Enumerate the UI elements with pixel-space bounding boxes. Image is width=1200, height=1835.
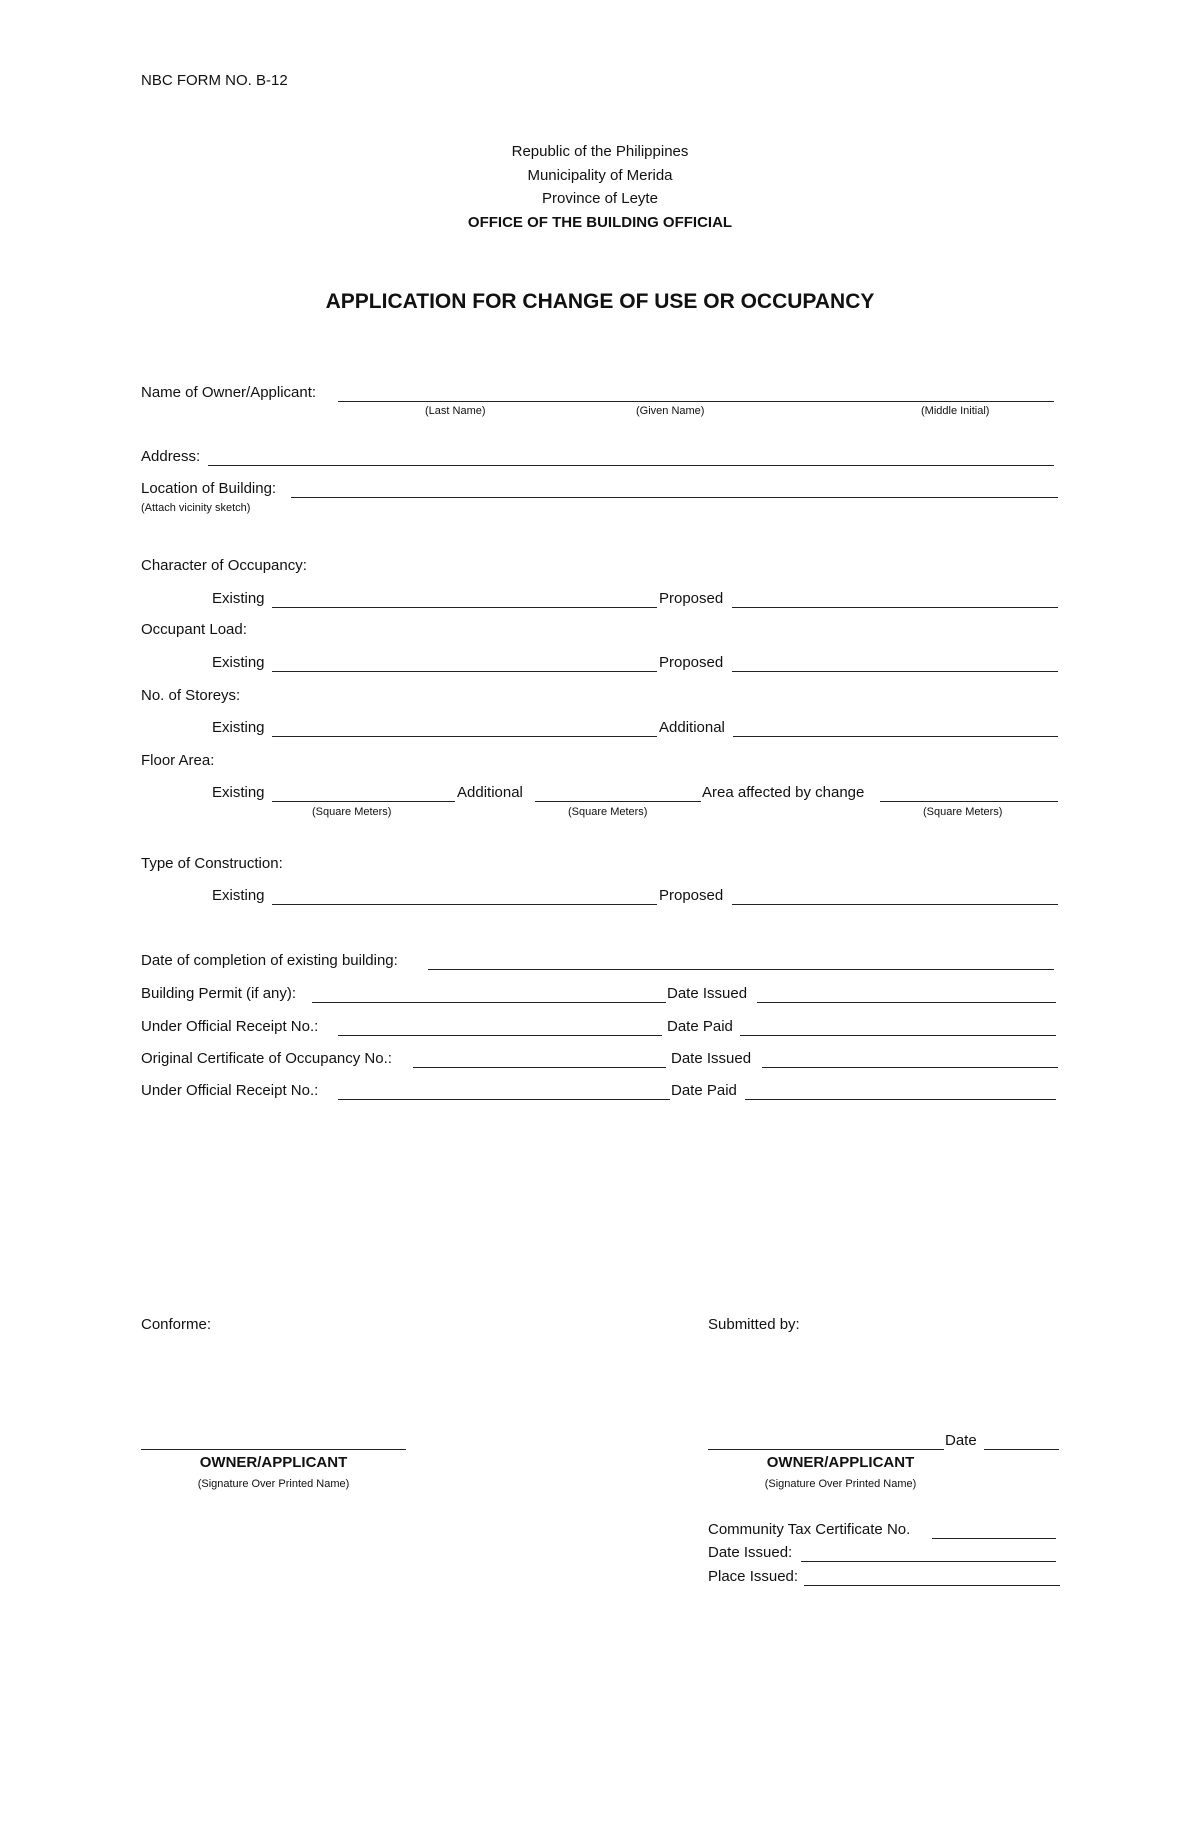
existing-unit-caption: (Square Meters) bbox=[312, 806, 392, 818]
header-office: OFFICE OF THE BUILDING OFFICIAL bbox=[467, 214, 733, 231]
vicinity-sketch-note: (Attach vicinity sketch) bbox=[141, 502, 251, 514]
form-number: NBC FORM NO. B-12 bbox=[141, 72, 288, 89]
address-label: Address: bbox=[141, 448, 201, 465]
receipt1-label: Under Official Receipt No.: bbox=[141, 1018, 319, 1035]
ctc-number-field[interactable] bbox=[932, 1538, 1056, 1539]
storeys-existing-label: Existing bbox=[212, 719, 265, 736]
permit-field[interactable] bbox=[312, 1002, 666, 1003]
ctc-place-label: Place Issued: bbox=[708, 1568, 799, 1585]
storeys-existing-field[interactable] bbox=[272, 736, 657, 737]
character-existing-field[interactable] bbox=[272, 607, 657, 608]
certificate-label: Original Certificate of Occupancy No.: bbox=[141, 1050, 392, 1067]
submitted-signature-line[interactable] bbox=[708, 1449, 944, 1450]
certificate-date-field[interactable] bbox=[762, 1067, 1058, 1068]
character-existing-label: Existing bbox=[212, 590, 265, 607]
character-proposed-field[interactable] bbox=[732, 607, 1058, 608]
ctc-number-label: Community Tax Certificate No. bbox=[708, 1521, 911, 1538]
conforme-signature-caption: (Signature Over Printed Name) bbox=[197, 1478, 350, 1490]
given-name-caption: (Given Name) bbox=[636, 405, 705, 417]
floor-existing-field[interactable] bbox=[272, 801, 455, 802]
permit-date-label: Date Issued bbox=[667, 985, 748, 1002]
permit-date-field[interactable] bbox=[757, 1002, 1056, 1003]
occupant-existing-label: Existing bbox=[212, 654, 265, 671]
storeys-label: No. of Storeys: bbox=[141, 687, 241, 704]
floor-area-label: Floor Area: bbox=[141, 752, 215, 769]
owner-name-field[interactable] bbox=[338, 401, 1054, 402]
certificate-date-label: Date Issued bbox=[671, 1050, 752, 1067]
occupant-proposed-label: Proposed bbox=[659, 654, 724, 671]
additional-unit-caption: (Square Meters) bbox=[568, 806, 648, 818]
affected-unit-caption: (Square Meters) bbox=[923, 806, 1003, 818]
conforme-label: Conforme: bbox=[141, 1316, 212, 1333]
ctc-date-label: Date Issued: bbox=[708, 1544, 793, 1561]
middle-initial-caption: (Middle Initial) bbox=[921, 405, 990, 417]
submitted-role: OWNER/APPLICANT bbox=[766, 1454, 915, 1471]
last-name-caption: (Last Name) bbox=[425, 405, 486, 417]
form-title: APPLICATION FOR CHANGE OF USE OR OCCUPANCY bbox=[325, 290, 875, 313]
receipt2-field[interactable] bbox=[338, 1099, 670, 1100]
floor-additional-label: Additional bbox=[457, 784, 523, 801]
submitted-label: Submitted by: bbox=[708, 1316, 800, 1333]
floor-affected-field[interactable] bbox=[880, 801, 1058, 802]
ctc-place-field[interactable] bbox=[804, 1585, 1060, 1586]
receipt2-date-label: Date Paid bbox=[671, 1082, 737, 1099]
permit-label: Building Permit (if any): bbox=[141, 985, 297, 1002]
floor-existing-label: Existing bbox=[212, 784, 265, 801]
owner-label: Name of Owner/Applicant: bbox=[141, 384, 317, 401]
occupant-proposed-field[interactable] bbox=[732, 671, 1058, 672]
receipt2-date-field[interactable] bbox=[745, 1099, 1056, 1100]
header-municipality: Municipality of Merida bbox=[527, 167, 673, 184]
character-proposed-label: Proposed bbox=[659, 590, 724, 607]
certificate-field[interactable] bbox=[413, 1067, 666, 1068]
ctc-date-field[interactable] bbox=[801, 1561, 1056, 1562]
receipt2-label: Under Official Receipt No.: bbox=[141, 1082, 319, 1099]
construction-label: Type of Construction: bbox=[141, 855, 283, 872]
floor-additional-field[interactable] bbox=[535, 801, 701, 802]
storeys-additional-label: Additional bbox=[659, 719, 725, 736]
construction-proposed-field[interactable] bbox=[732, 904, 1058, 905]
character-label: Character of Occupancy: bbox=[141, 557, 307, 574]
conforme-role: OWNER/APPLICANT bbox=[199, 1454, 348, 1471]
occupant-existing-field[interactable] bbox=[272, 671, 657, 672]
receipt1-field[interactable] bbox=[338, 1035, 662, 1036]
construction-existing-field[interactable] bbox=[272, 904, 657, 905]
header-republic: Republic of the Philippines bbox=[511, 143, 689, 160]
storeys-additional-field[interactable] bbox=[733, 736, 1058, 737]
completion-field[interactable] bbox=[428, 969, 1054, 970]
location-label: Location of Building: bbox=[141, 480, 277, 497]
completion-label: Date of completion of existing building: bbox=[141, 952, 398, 969]
floor-affected-label: Area affected by change bbox=[702, 784, 865, 801]
receipt1-date-field[interactable] bbox=[740, 1035, 1056, 1036]
construction-proposed-label: Proposed bbox=[659, 887, 724, 904]
submitted-signature-caption: (Signature Over Printed Name) bbox=[764, 1478, 917, 1490]
address-field[interactable] bbox=[208, 465, 1054, 466]
location-field[interactable] bbox=[291, 497, 1058, 498]
occupant-label: Occupant Load: bbox=[141, 621, 247, 638]
conforme-signature-line[interactable] bbox=[141, 1449, 406, 1450]
receipt1-date-label: Date Paid bbox=[667, 1018, 733, 1035]
submitted-date-label: Date bbox=[945, 1432, 977, 1449]
construction-existing-label: Existing bbox=[212, 887, 265, 904]
submitted-date-field[interactable] bbox=[984, 1449, 1059, 1450]
header-province: Province of Leyte bbox=[542, 190, 658, 207]
